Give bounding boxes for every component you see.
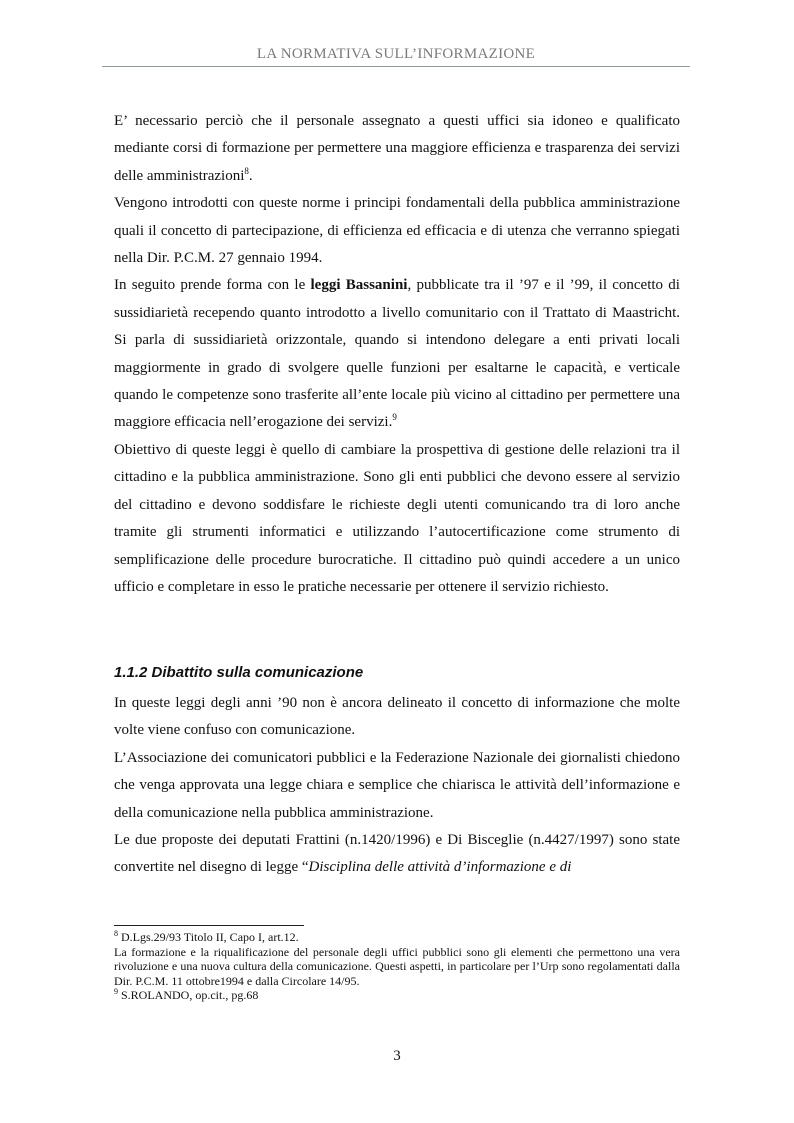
- footnote-divider: [114, 925, 304, 926]
- paragraph-6: L’Associazione dei comunicatori pubblici e la Federazione Nazionale dei giornalisti chiedono che venga approvata una legge chiara e semplice che chiarisca le attività dell’informazione e della comunicazione nella pubblica amministrazione.: [114, 749, 680, 821]
- footnote-8-text: D.Lgs.29/93 Titolo II, Capo I, art.12.: [121, 930, 299, 944]
- footnote-ref-8[interactable]: 8: [244, 165, 249, 176]
- body-text-section: [114, 690, 680, 882]
- paragraph-3-pre: In seguito prende forma con le: [114, 277, 311, 294]
- running-header: LA NORMATIVA SULL’INFORMAZIONE: [256, 46, 536, 62]
- paragraph-3: [114, 272, 680, 436]
- footnotes: [114, 930, 680, 1003]
- header-divider: [102, 66, 690, 67]
- section-heading: 1.1.2 Dibattito sulla comunicazione: [114, 664, 364, 681]
- footnote-8-continuation: La formazione e la riqualificazione del personale degli uffici pubblici sono gli elementi che permettono una vera rivoluzione e una nuova cultura della comunicazione. Questi aspetti, in particolare per l’Urp sono regolamentati dalla Dir. P.C.M. 11 ottobre1994 e dalla Circolare 14/95.: [114, 944, 680, 988]
- paragraph-4: Obiettivo di queste leggi è quello di cambiare la prospettiva di gestione delle relazioni tra il cittadino e la pubblica amministrazione. Sono gli enti pubblici che devono essere al servizio del cittadino e devono soddisfare le richieste degli utenti comunicando tra di loro anche tramite gli strumenti informatici e utilizzando l’autocertificazione come strumento di semplificazione delle procedure burocratiche. Il cittadino può quindi accedere a un unico ufficio e completare in esso le pratiche necessarie per ottenere il servizio richiesto.: [114, 441, 680, 595]
- paragraph-7-pre: Le due proposte dei deputati Frattini (n.1420/1996) e Di Bisceglie (n.4427/1997) sono state convertite nel disegno di legge “: [114, 832, 680, 876]
- paragraph-1-tail: .: [248, 167, 253, 184]
- paragraph-2: Vengono introdotti con queste norme i principi fondamentali della pubblica amministrazione quali il concetto di partecipazione, di efficienza ed efficacia e di utenza che verranno spiegati nella Dir. P.C.M. 27 gennaio 1994.: [114, 195, 680, 267]
- paragraph-1: [114, 108, 680, 190]
- paragraph-5: In queste leggi degli anni ’90 non è ancora delineato il concetto di informazione che molte volte viene confuso con comunicazione.: [114, 695, 680, 739]
- footnote-8-number: 8: [114, 929, 118, 938]
- footnote-9-text: S.ROLANDO, op.cit., pg.68: [121, 988, 259, 1002]
- footnote-8: [114, 930, 680, 945]
- paragraph-7: [114, 827, 680, 882]
- page-number: 3: [393, 1048, 401, 1064]
- paragraph-1-text: E’ necessario perciò che il personale assegnato a questi uffici sia idoneo e qualificato mediante corsi di formazione per permettere una maggiore efficienza e trasparenza dei servizi delle amministrazioni: [114, 113, 680, 184]
- footnote-9-number: 9: [114, 987, 118, 996]
- footnote-9: [114, 988, 680, 1003]
- paragraph-3-bold: leggi Bassanini: [310, 277, 408, 294]
- paragraph-3-post: , pubblicate tra il ’97 e il ’99, il concetto di sussidiarietà recependo quanto introdotto a livello comunitario con il Trattato di Maastricht. Si parla di sussidiarietà orizzontale, quando si intendono delegare a enti privati locali maggiormente in grado di svolgere quelle funzioni per esaltarne le capacità, e verticale quando le competenze sono trasferite all’ente locale più vicino al cittadino per permettere una maggiore efficacia nell’erogazione dei servizi.: [114, 277, 680, 431]
- footnote-ref-9[interactable]: 9: [392, 412, 397, 423]
- paragraph-7-italic: Disciplina delle attività d’informazione e di: [308, 859, 572, 876]
- body-text: [114, 108, 680, 601]
